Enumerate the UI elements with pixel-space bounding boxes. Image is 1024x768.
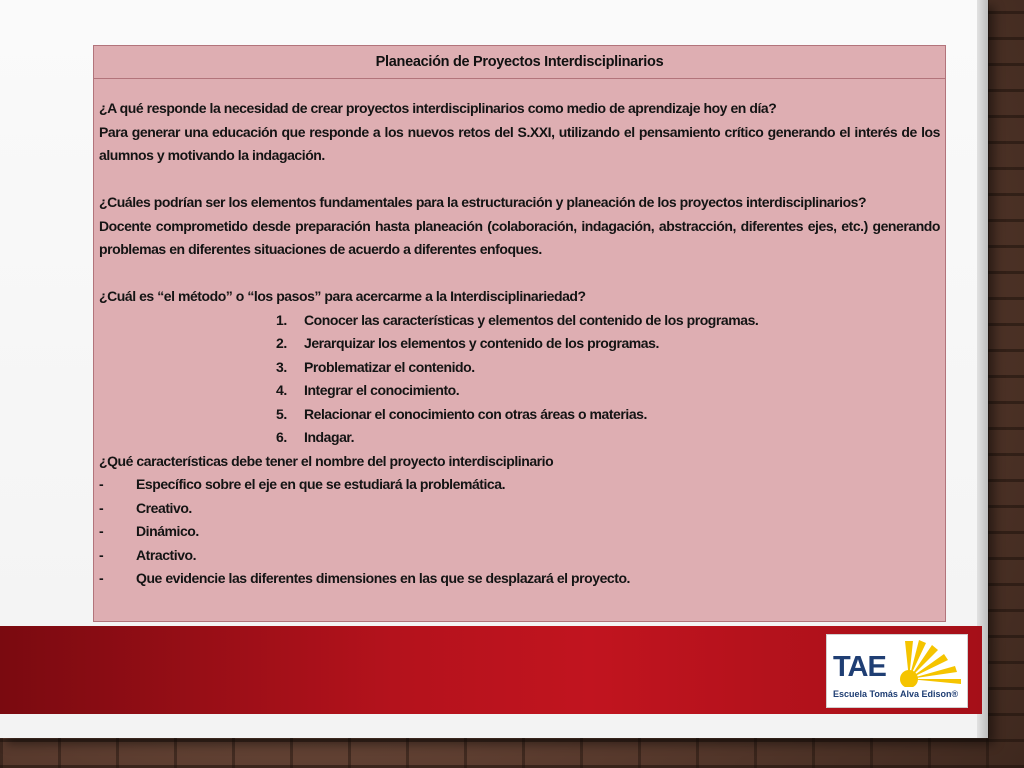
feature-item xyxy=(99,520,940,544)
step-number: 6. xyxy=(276,429,287,445)
logo-wordmark: TAE xyxy=(833,651,886,683)
dash-bullet: - xyxy=(99,523,104,539)
step-text: Integrar el conocimiento. xyxy=(304,382,460,398)
dash-bullet: - xyxy=(99,476,104,492)
dash-bullet: - xyxy=(99,570,104,586)
step-item xyxy=(99,309,940,333)
feature-item xyxy=(99,544,940,568)
step-text: Relacionar el conocimiento con otras áreas o materias. xyxy=(304,405,647,422)
feature-item xyxy=(99,497,940,521)
step-item xyxy=(99,332,940,356)
feature-text: Atractivo. xyxy=(136,546,197,563)
dash-bullet: - xyxy=(99,499,104,516)
question-1: ¿A qué responde la necesidad de crear proyectos interdisciplinarios como medio de aprendizaje hoy en día? xyxy=(99,100,777,116)
dash-bullet: - xyxy=(99,546,104,563)
logo-subtitle xyxy=(833,689,958,699)
answer-2: Docente comprometido desde preparación hasta planeación (colaboración, indagación, abstracción, diferentes ejes, etc.) generando problemas en diferentes situaciones de acuerdo a diferentes enfoques. xyxy=(99,217,940,257)
registered-mark: ® xyxy=(951,689,959,699)
logo-subtitle-text: Escuela Tomás Alva Edison xyxy=(833,689,952,699)
question-2: ¿Cuáles podrían ser los elementos fundamentales para la estructuración y planeación de los proyectos interdisciplinarios? xyxy=(99,194,867,210)
school-logo xyxy=(826,634,968,708)
feature-text: Dinámico. xyxy=(136,523,199,539)
feature-text: Creativo. xyxy=(136,499,192,516)
sun-icon xyxy=(895,639,963,687)
step-text: Jerarquizar los elementos y contenido de los programas. xyxy=(304,335,659,351)
table-title: Planeación de Proyectos Interdisciplinarios xyxy=(94,46,945,79)
step-number: 4. xyxy=(276,382,287,398)
feature-text: Específico sobre el eje en que se estudiará la problemática. xyxy=(136,476,506,492)
step-number: 5. xyxy=(276,405,287,422)
planning-table xyxy=(93,45,946,622)
feature-item xyxy=(99,567,940,591)
step-item xyxy=(99,403,940,427)
spacer xyxy=(99,168,940,192)
question-3: ¿Cuál es “el método” o “los pasos” para acercarme a la Interdisciplinariedad? xyxy=(99,288,586,304)
table-body xyxy=(94,79,945,591)
step-text: Conocer las características y elementos del contenido de los programas. xyxy=(304,311,759,328)
step-number: 3. xyxy=(276,358,287,375)
step-text: Problematizar el contenido. xyxy=(304,358,475,375)
feature-text: Que evidencie las diferentes dimensiones en las que se desplazará el proyecto. xyxy=(136,570,631,586)
step-number: 1. xyxy=(276,311,287,328)
step-number: 2. xyxy=(276,335,287,351)
feature-item xyxy=(99,473,940,497)
step-item xyxy=(99,356,940,380)
step-item xyxy=(99,426,940,450)
step-text: Indagar. xyxy=(304,429,355,445)
spacer xyxy=(99,262,940,286)
answer-1: Para generar una educación que responde a los nuevos retos del S.XXI, utilizando el pensamiento crítico generando el interés de los alumnos y motivando la indagación. xyxy=(99,123,940,163)
question-4: ¿Qué características debe tener el nombre del proyecto interdisciplinario xyxy=(99,452,554,469)
step-item xyxy=(99,379,940,403)
